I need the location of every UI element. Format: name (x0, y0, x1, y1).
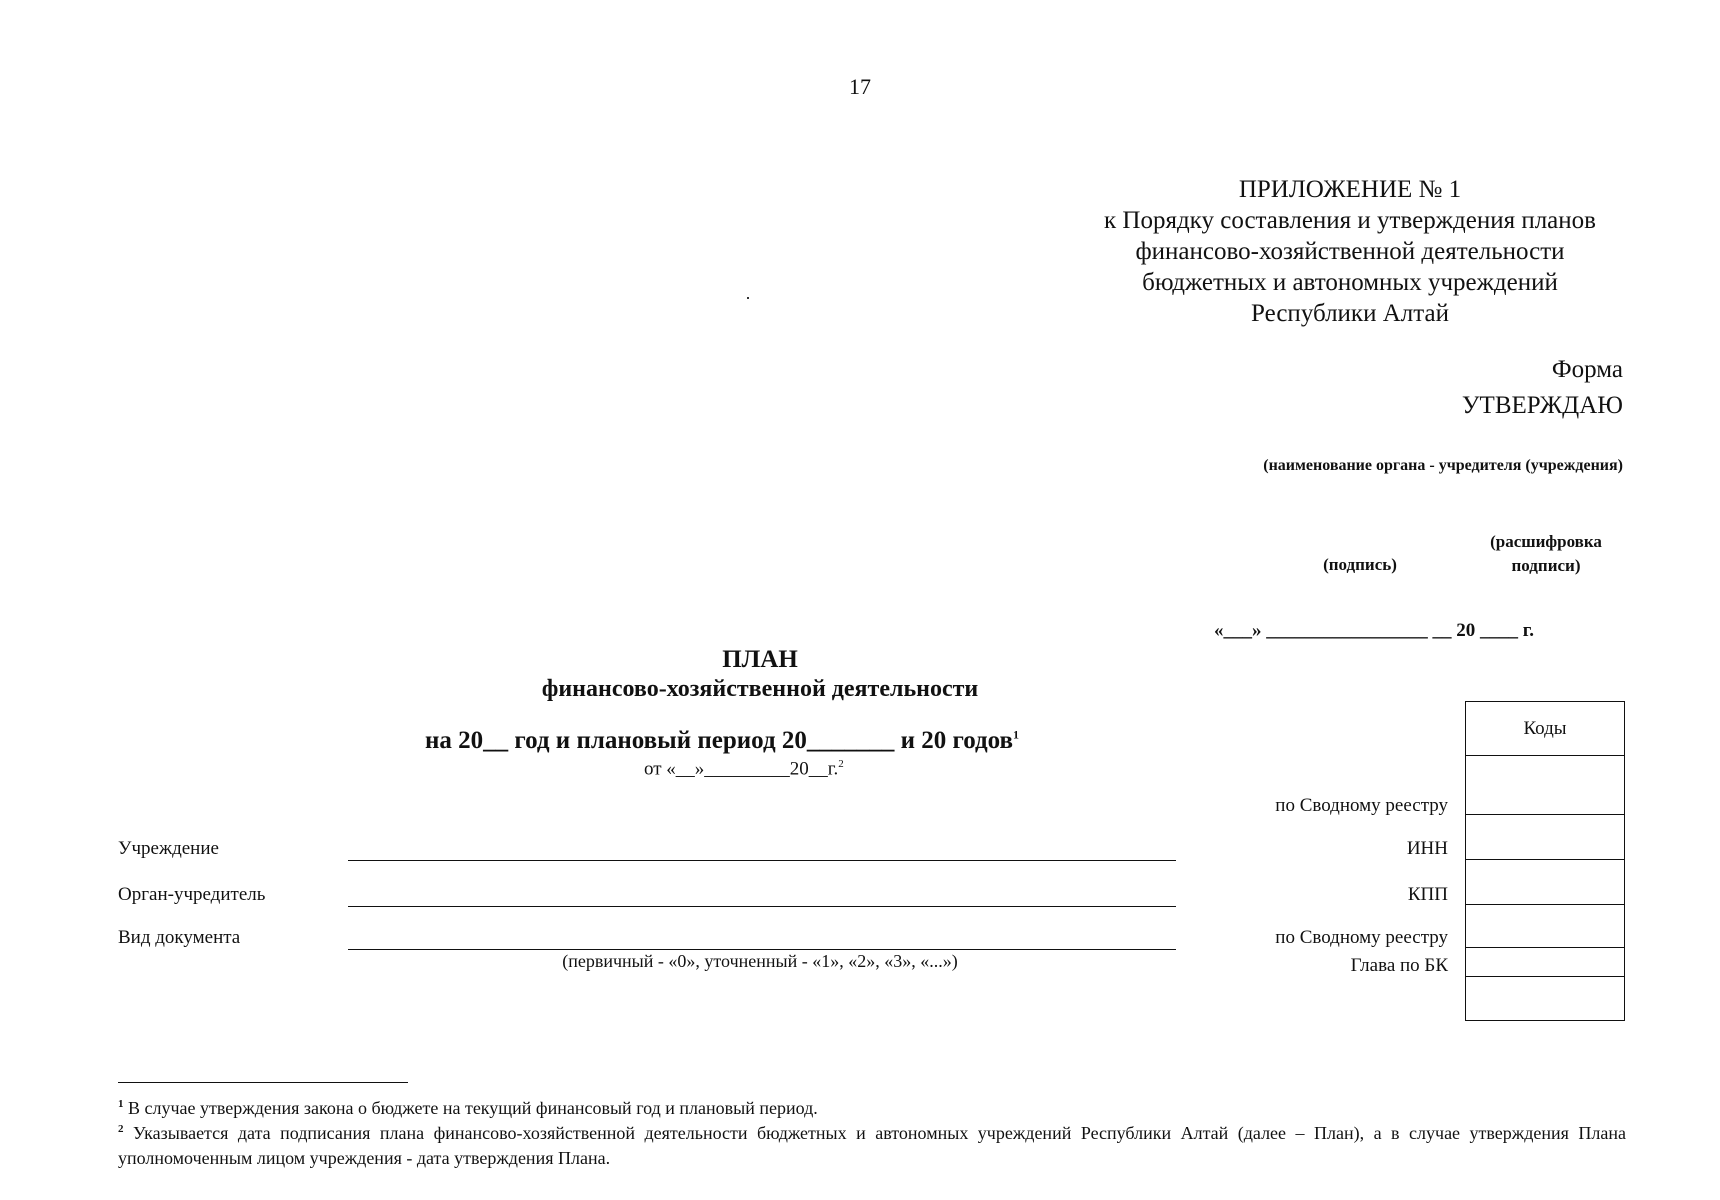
decode-caption-line: подписи) (1511, 556, 1581, 575)
footnote-mark: 2 (838, 758, 844, 770)
appendix-header (1030, 174, 1670, 329)
footnote-text: В случае утверждения закона о бюджете на текущий финансовый год и плановый период. (123, 1098, 818, 1118)
code-row-label: Глава по БК (1350, 955, 1448, 976)
from-date-text: от «__»_________20__г. (644, 758, 839, 780)
code-cell[interactable] (1466, 905, 1625, 948)
founder-caption: (наименование органа - учредителя (учреждения) (1263, 457, 1623, 474)
code-row-label: по Сводному реестру (1275, 795, 1448, 816)
code-row-label: КПП (1407, 884, 1448, 905)
doc-type-hint: (первичный - «0», уточненный - «1», «2», «3», «...») (562, 951, 958, 971)
plan-subtitle: финансово-хозяйственной деятельности (541, 676, 979, 702)
page-number: 17 (849, 74, 871, 99)
code-cell[interactable] (1466, 860, 1625, 905)
footnote-text: Указывается дата подписания плана финансово-хозяйственной деятельности бюджетных и автономных учреждений Республики Алтай (далее – План), а в случае утверждения Плана уполномоченным лицом учреждения - дата утверждения Плана. (118, 1123, 1626, 1168)
code-cell[interactable] (1466, 977, 1625, 1021)
signature-caption: (подпись) (1323, 555, 1397, 574)
footnote-mark: 1 (118, 1098, 124, 1110)
founder-label: Орган-учредитель (118, 884, 266, 905)
form-label: Форма (1551, 356, 1623, 383)
code-cell[interactable] (1466, 815, 1625, 860)
appendix-line: финансово-хозяйственной деятельности (1135, 238, 1565, 265)
footnote-mark: 2 (118, 1123, 124, 1135)
plan-title: ПЛАН (722, 646, 798, 673)
footnote (118, 1117, 1626, 1171)
signature-decode-caption (1446, 530, 1646, 578)
codes-header: Коды (1466, 702, 1625, 756)
decode-caption-line: (расшифровка (1490, 532, 1602, 551)
code-cell[interactable] (1466, 756, 1625, 815)
approval-date-line: «___» _________________ __ 20 ____ г. (1214, 620, 1534, 641)
appendix-line: к Порядку составления и утверждения планов (1104, 207, 1596, 234)
appendix-line: Республики Алтай (1251, 300, 1449, 327)
approve-label: УТВЕРЖДАЮ (1461, 392, 1623, 419)
scan-speck (747, 297, 749, 299)
appendix-line: бюджетных и автономных учреждений (1142, 269, 1558, 296)
doc-type-label: Вид документа (118, 927, 241, 948)
footnote-divider (118, 1082, 408, 1083)
plan-period-line (425, 727, 1019, 755)
plan-from-date (644, 758, 844, 780)
founder-field[interactable] (348, 906, 1176, 907)
codes-table (1465, 701, 1625, 1021)
footnote-mark: 1 (1013, 727, 1020, 742)
code-row-label: ИНН (1406, 838, 1448, 859)
code-cell[interactable] (1466, 948, 1625, 977)
institution-label: Учреждение (118, 838, 219, 859)
period-text: на 20__ год и плановый период 20_______ и 20 годов (425, 727, 1014, 754)
institution-field[interactable] (348, 860, 1176, 861)
doc-type-field[interactable] (348, 949, 1176, 950)
appendix-title: ПРИЛОЖЕНИЕ № 1 (1238, 176, 1462, 203)
code-row-label: по Сводному реестру (1275, 927, 1448, 948)
